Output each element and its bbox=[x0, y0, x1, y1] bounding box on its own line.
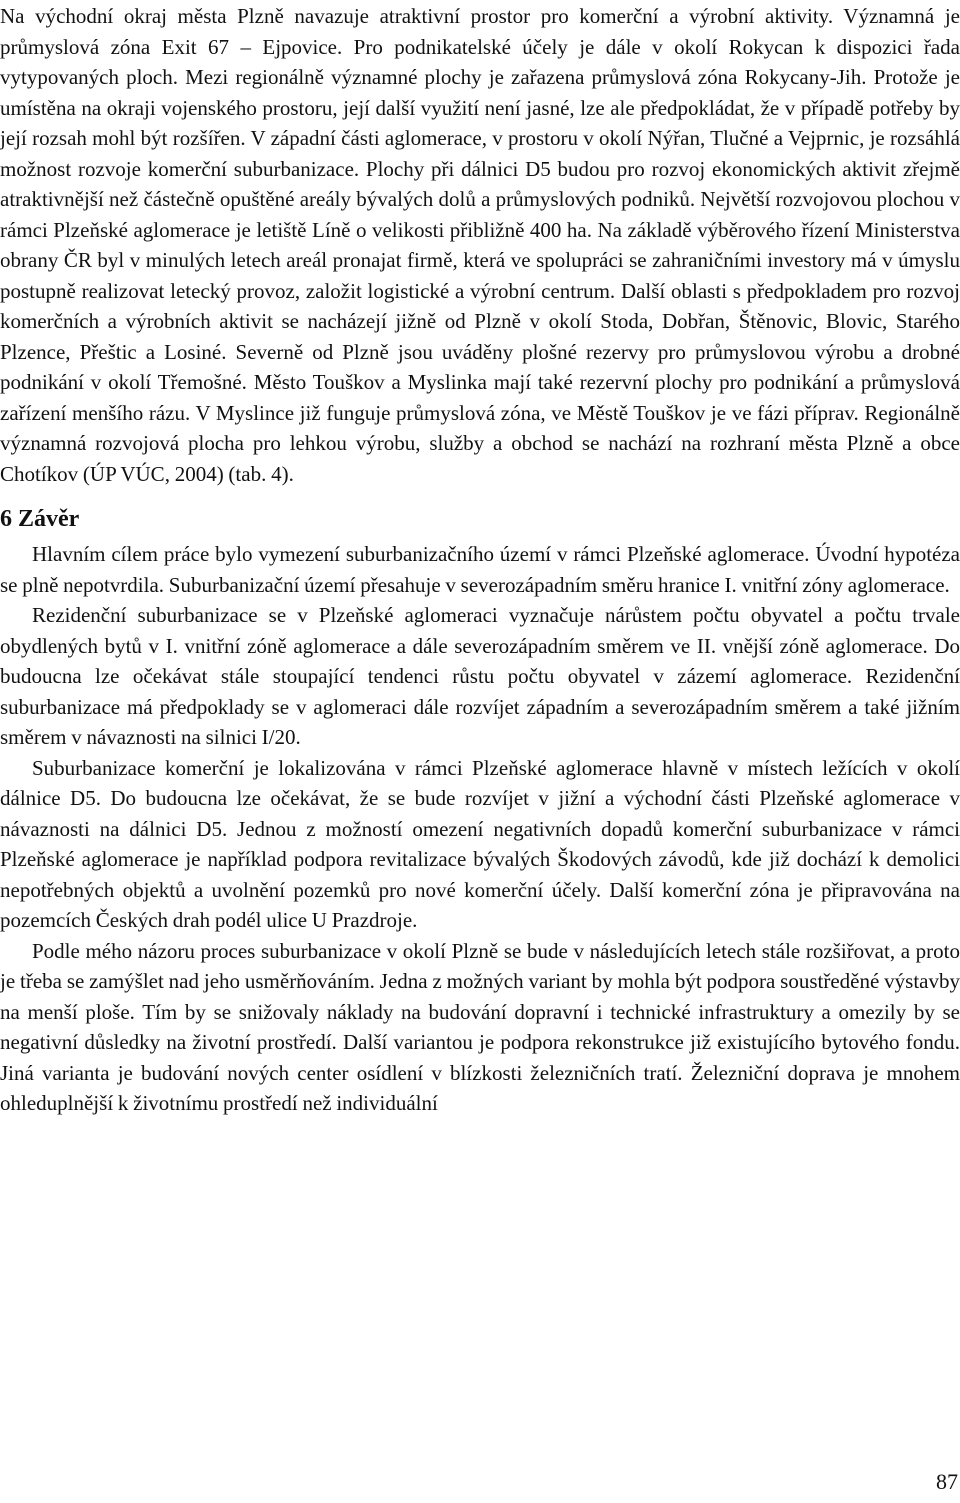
section-heading: 6 Závěr bbox=[0, 506, 80, 532]
body-paragraph: Na východní okraj města Plzně navazuje atraktivní prostor pro komerční a výrobní aktivity. Významná je průmyslová zóna Exit 67 – Ejpovice. Pro podnikatelské účely je dále v okolí Rokycan k dispozici řada vytypovaných ploch. Mezi regionálně významné plochy je zařazena průmyslová zóna Rokycany-Jih. Protože je umístěna na okraji vojenského prostoru, její další využití není jasné, lze ale předpokládat, že v případě potřeby by její rozsah mohl být rozšířen. V západní části aglomerace, v prostoru v okolí Nýřan, Tlučné a Vejprnic, je rozsáhlá možnost rozvoje komerční suburbanizace. Plochy při dálnici D5 budou pro rozvoj ekonomických aktivit zřejmě atraktivnější než částečně opuštěné areály bývalých dolů a průmyslových podniků. Největší rozvojovou plochou v rámci Plzeňské aglomerace je letiště Líně o velikosti přibližně 400 ha. Na základě výběrového řízení Ministerstva obrany ČR byl v minulých letech areál pronajat firmě, která ve spolupráci se zahraničními investory má v úmyslu postupně realizovat letecký provoz, založit logistické a výrobní centrum. Další oblasti s předpokladem pro rozvoj komerčních a výrobních aktivit se nacházejí jižně od Plzně v okolí Stoda, Dobřan, Štěnovic, Blovic, Starého Plzence, Přeštic a Losiné. Severně od Plzně jsou uváděny plošné rezervy pro průmyslovou výrobu a drobné podnikání v okolí Třemošné. Město Touškov a Myslinka mají také rezervní plochy pro podnikání a průmyslová zařízení menšího rázu. V Myslince již funguje průmyslová zóna, ve Městě Touškov je ve fázi příprav. Regionálně významná rozvojová plocha pro lehkou výrobu, služby a obchod se nachází na rozhraní města Plzně a obce Chotíkov (ÚP VÚC, 2004) (tab. 4). bbox=[0, 4, 960, 486]
page-number: 87 bbox=[936, 1469, 958, 1494]
body-paragraph: Suburbanizace komerční je lokalizována v rámci Plzeňské aglomerace hlavně v místech ležících v okolí dálnice D5. Do budoucna lze očekávat, že se bude rozvíjet v jižní a východní části Plzeňské aglomerace v návaznosti na dálnici D5. Jednou z možností omezení negativních dopadů komerční suburbanizace v rámci Plzeňské aglomerace je například podpora revitalizace bývalých Škodových závodů, kde již dochází k demolici nepotřebných objektů a uvolnění pozemků pro nové komerční účely. Další komerční zóna je připravována na pozemcích Českých drah podél ulice U Prazdroje. bbox=[0, 755, 960, 932]
body-paragraph: Podle mého názoru proces suburbanizace v okolí Plzně se bude v následujících letech stále rozšiřovat, a proto je třeba se zamýšlet nad jeho usměrňováním. Jedna z možných variant by mohla být podpora soustředěné výstavby na menší ploše. Tím by se snižovaly náklady na budování dopravní i technické infrastruktury a omezily by se negativní důsledky na životní prostředí. Další variantou je podpora rekonstrukce již existujícího bytového fondu. Jiná varianta je budování nových center osídlení v blízkosti železničních tratí. Železniční doprava je mnohem ohleduplnější k životnímu prostředí než individuální bbox=[0, 938, 960, 1115]
body-paragraph: Rezidenční suburbanizace se v Plzeňské aglomeraci vyznačuje nárůstem počtu obyvatel a počtu trvale obydlených bytů v I. vnitřní zóně aglomerace a dále severozápadním směrem ve II. vnější zóně aglomerace. Do budoucna lze očekávat stále stoupající tendenci růstu počtu obyvatel v zázemí aglomerace. Rezidenční suburbanizace má předpoklady se v aglomeraci dále rozvíjet západním a severozápadním směrem a také jižním směrem v návaznosti na silnici I/20. bbox=[0, 603, 960, 749]
body-paragraph: Hlavním cílem práce bylo vymezení suburbanizačního území v rámci Plzeňské aglomerace. Úvodní hypotéza se plně nepotvrdila. Suburbanizační území přesahuje v severozápadním směru hranice I. vnitřní zóny aglomerace. bbox=[0, 542, 960, 597]
